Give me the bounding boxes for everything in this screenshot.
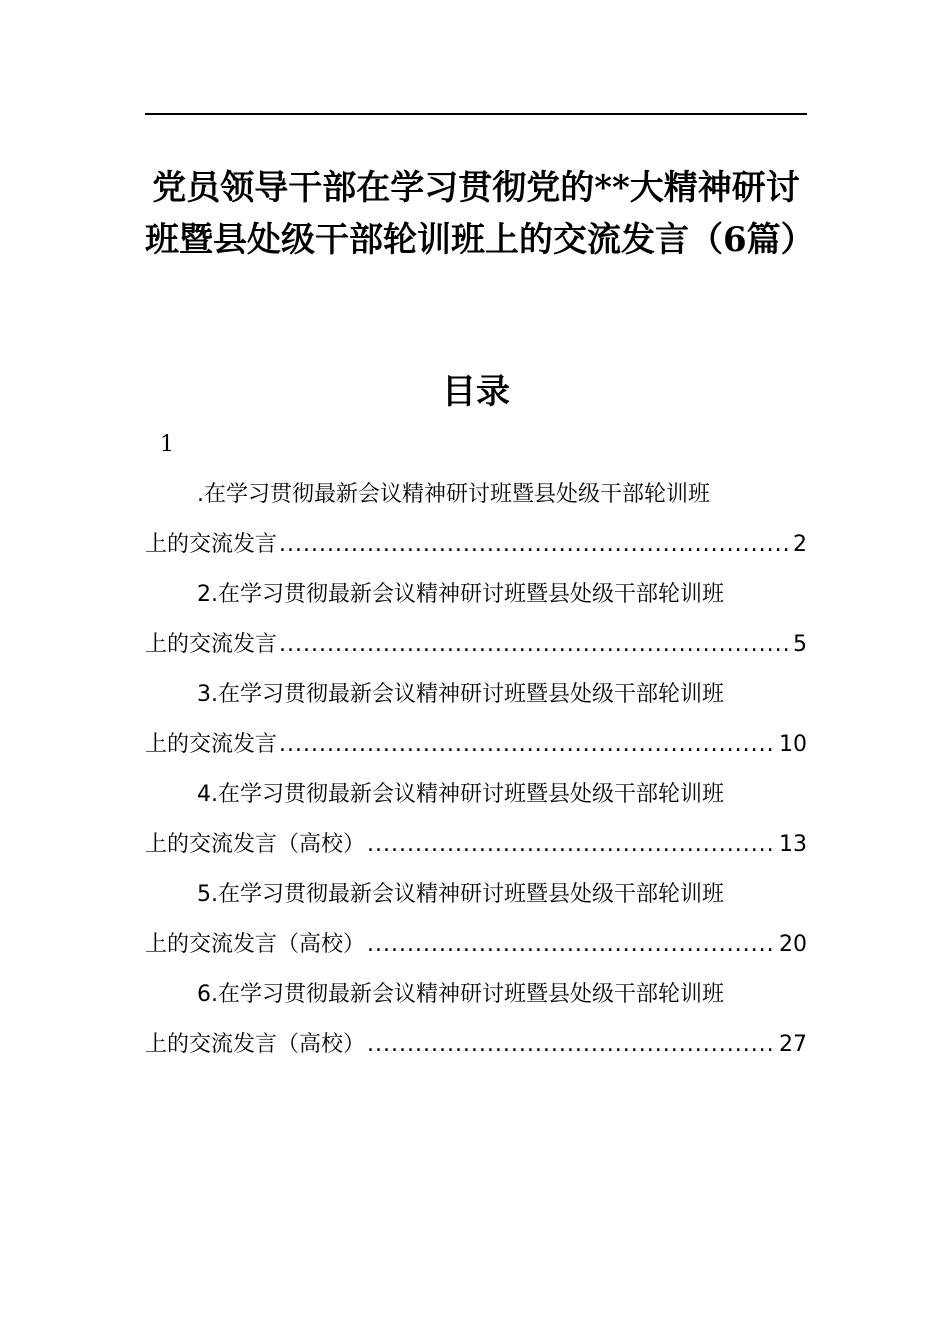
header-rule [145,113,807,115]
toc-entry-continuation [145,520,807,570]
toc-page-number: 27 [779,1032,807,1057]
toc-entry-title: 5.在学习贯彻最新会议精神研讨班暨县处级干部轮训班 [197,882,724,907]
toc-entry[interactable] [145,870,807,970]
toc-entry-continuation [145,620,807,670]
toc-entry-continuation [145,820,807,870]
toc-entry-title-tail: 上的交流发言（高校） [145,932,366,957]
document-title: 党员领导干部在学习贯彻党的**大精神研讨班暨县处级干部轮训班上的交流发言（6篇） [145,168,815,260]
toc-page-number: 10 [779,732,807,757]
toc-entry-continuation [145,920,807,970]
toc-entry-title-tail: 上的交流发言（高校） [145,1032,366,1057]
toc-page-number: 20 [779,932,807,957]
toc-dot-leader [367,1020,777,1070]
table-of-contents [145,470,807,1070]
toc-dot-leader [367,920,777,970]
toc-entry[interactable] [145,470,807,570]
toc-entry-title: 3.在学习贯彻最新会议精神研讨班暨县处级干部轮训班 [197,682,724,707]
toc-entry[interactable] [145,670,807,770]
toc-entry-title: .在学习贯彻最新会议精神研讨班暨县处级干部轮训班 [197,482,710,507]
toc-entry[interactable] [145,770,807,870]
toc-dot-leader [367,820,777,870]
toc-stray-number: 1 [160,432,174,457]
toc-page-number: 5 [793,632,807,657]
toc-entry[interactable] [145,970,807,1070]
toc-heading: 目录 [442,372,510,412]
toc-entry-title-tail: 上的交流发言 [145,632,278,657]
toc-entry-title-tail: 上的交流发言（高校） [145,832,366,857]
toc-entry[interactable] [145,570,807,670]
toc-page-number: 2 [793,532,807,557]
toc-entry-title-tail: 上的交流发言 [145,732,278,757]
toc-entry-title: 2.在学习贯彻最新会议精神研讨班暨县处级干部轮训班 [197,582,724,607]
toc-entry-continuation [145,720,807,770]
toc-dot-leader [279,520,791,570]
toc-entry-title: 6.在学习贯彻最新会议精神研讨班暨县处级干部轮训班 [197,982,724,1007]
toc-page-number: 13 [779,832,807,857]
toc-entry-continuation [145,1020,807,1070]
toc-dot-leader [279,720,777,770]
toc-dot-leader [279,620,791,670]
toc-entry-title: 4.在学习贯彻最新会议精神研讨班暨县处级干部轮训班 [197,782,724,807]
toc-entry-title-tail: 上的交流发言 [145,532,278,557]
